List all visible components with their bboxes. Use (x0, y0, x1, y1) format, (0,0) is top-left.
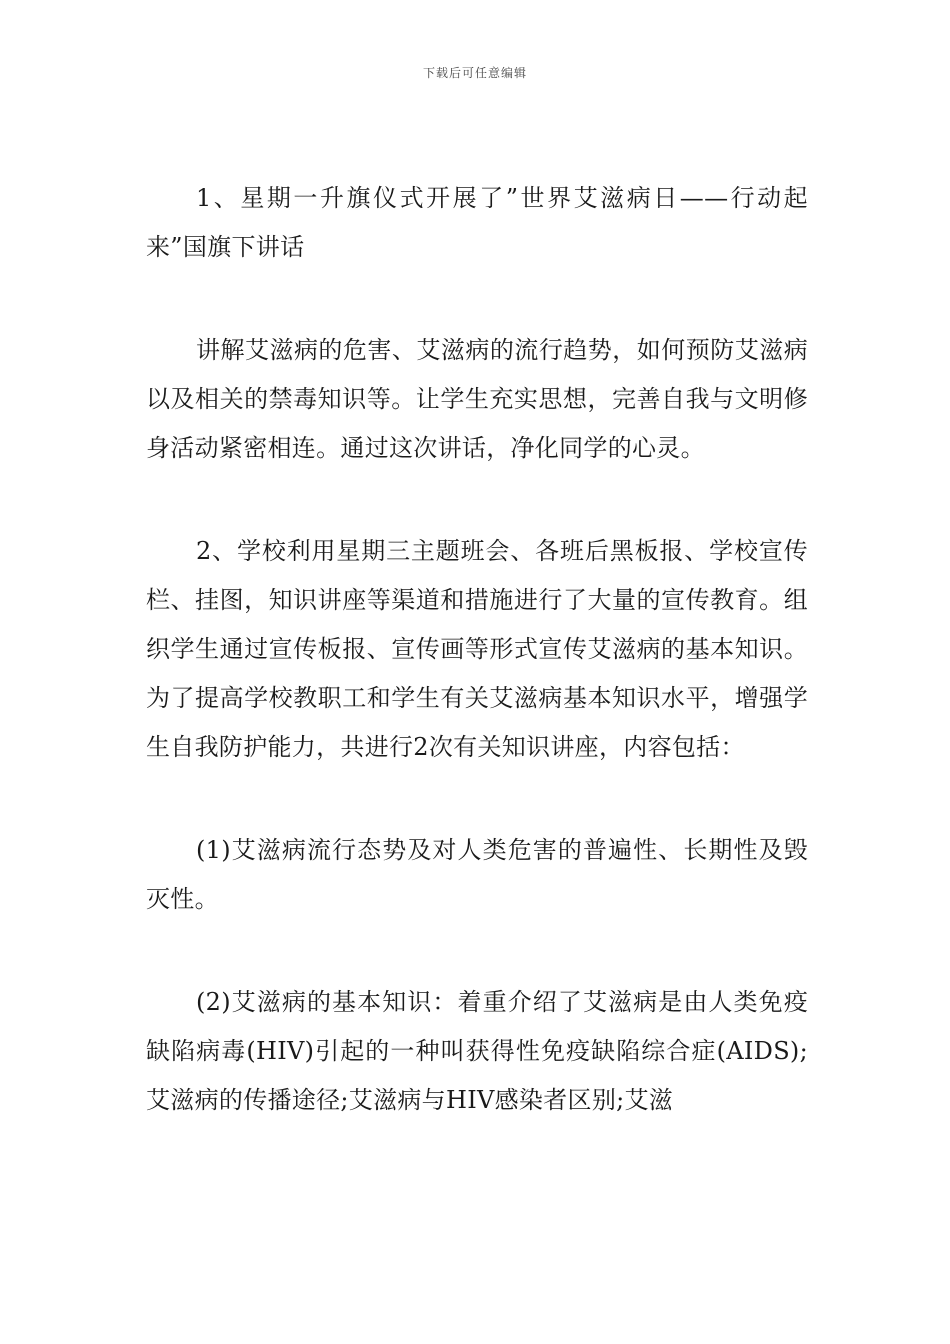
paragraph-5: (2)艾滋病的基本知识：着重介绍了艾滋病是由人类免疫缺陷病毒(HIV)引起的一种叫获得性免疫缺陷综合症(AIDS);艾滋病的传播途径;艾滋病与HIV感染者区别;艾滋 (146, 988, 808, 1114)
paragraph-4: (1)艾滋病流行态势及对人类危害的普遍性、长期性及毁灭性。 (146, 836, 808, 913)
document-body (146, 174, 808, 1125)
page-header: 下载后可任意编辑 (422, 66, 527, 80)
paragraph-2: 讲解艾滋病的危害、艾滋病的流行趋势，如何预防艾滋病以及相关的禁毒知识等。让学生充实思想，完善自我与文明修身活动紧密相连。通过这次讲话，净化同学的心灵。 (146, 336, 808, 462)
paragraph-1: 1、星期一升旗仪式开展了”世界艾滋病日——行动起来”国旗下讲话 (146, 184, 808, 261)
paragraph-3: 2、学校利用星期三主题班会、各班后黑板报、学校宣传栏、挂图，知识讲座等渠道和措施进行了大量的宣传教育。组织学生通过宣传板报、宣传画等形式宣传艾滋病的基本知识。为了提高学校教职工和学生有关艾滋病基本知识水平，增强学生自我防护能力，共进行2次有关知识讲座，内容包括： (146, 537, 808, 761)
